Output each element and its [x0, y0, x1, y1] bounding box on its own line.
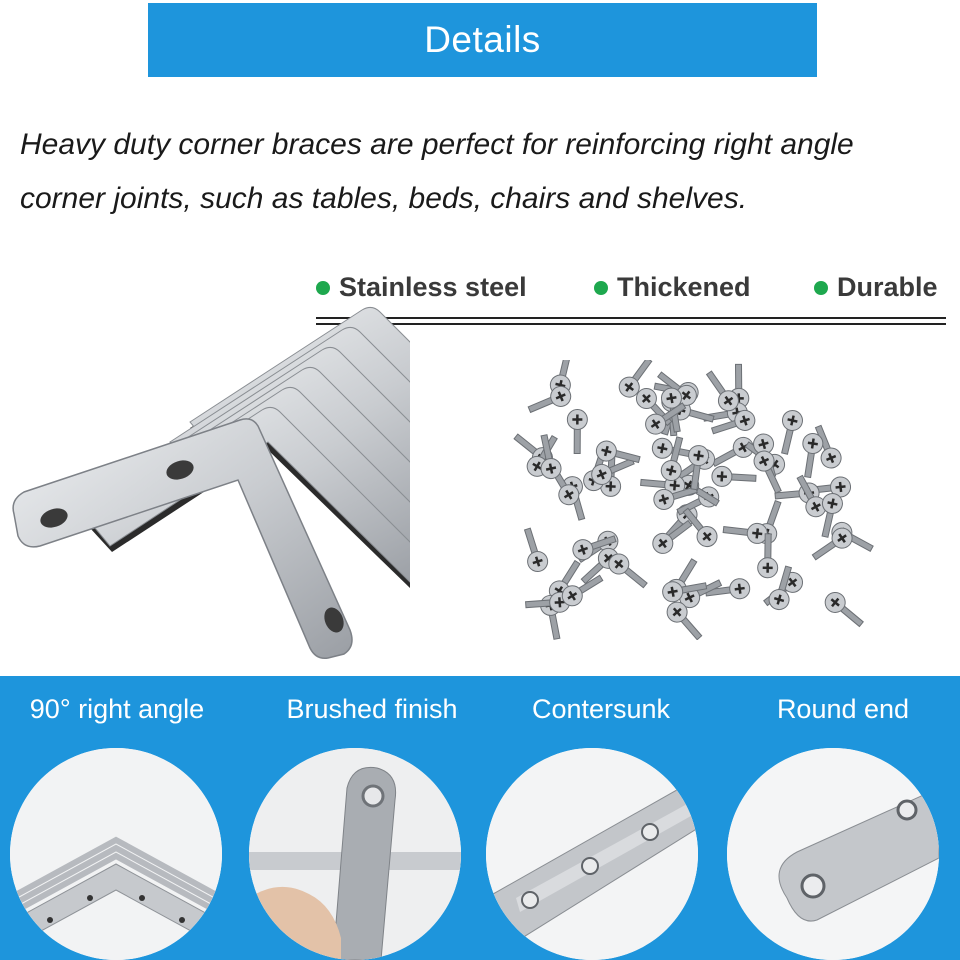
detail-circle-countersunk: [486, 748, 698, 960]
feature-stainless-steel: [316, 272, 527, 303]
product-description: [20, 118, 920, 226]
caption-countersunk: Contersunk: [531, 694, 671, 724]
feature-label: Stainless steel: [339, 272, 527, 302]
screw-icon: [605, 550, 652, 593]
screw-icon: [775, 408, 805, 455]
bullet-dot-icon: [814, 281, 828, 295]
bullet-dot-icon: [316, 281, 330, 295]
screw-icon: [525, 383, 573, 419]
header-banner: [148, 3, 817, 77]
caption-round-end: Round end: [776, 694, 910, 724]
screw-icon: [709, 434, 757, 473]
detail-circle-brushed-finish: [249, 748, 461, 960]
bullet-dot-icon: [594, 281, 608, 295]
feature-thickened: [594, 272, 751, 303]
screw-icon: [722, 520, 768, 545]
divider-line: [316, 317, 946, 319]
page-title: Details: [424, 19, 541, 60]
description-line-2: corner joints, such as tables, beds, chairs and shelves.: [20, 182, 748, 215]
caption-right-angle: 90° right angle: [29, 694, 205, 724]
screw-icon: [711, 466, 756, 488]
detail-circle-right-angle: [10, 748, 222, 960]
screws-pile-image: [505, 360, 875, 640]
screw-icon: [649, 515, 696, 558]
description-line-1: Heavy duty corner braces are perfect for reinforcing right angle: [20, 128, 854, 161]
caption-brushed-finish: Brushed finish: [286, 694, 458, 724]
screw-icon: [567, 409, 587, 453]
screw-icon: [821, 588, 868, 632]
divider-line: [316, 323, 946, 325]
feature-durable: [814, 272, 938, 303]
screw-icon: [798, 432, 824, 479]
feature-label: Durable: [837, 272, 938, 302]
corner-brace-stack-image: [10, 300, 410, 670]
feature-label: Thickened: [617, 272, 751, 302]
detail-circle-round-end: [727, 748, 939, 960]
screw-icon: [751, 448, 788, 496]
screw-icon: [518, 526, 550, 574]
